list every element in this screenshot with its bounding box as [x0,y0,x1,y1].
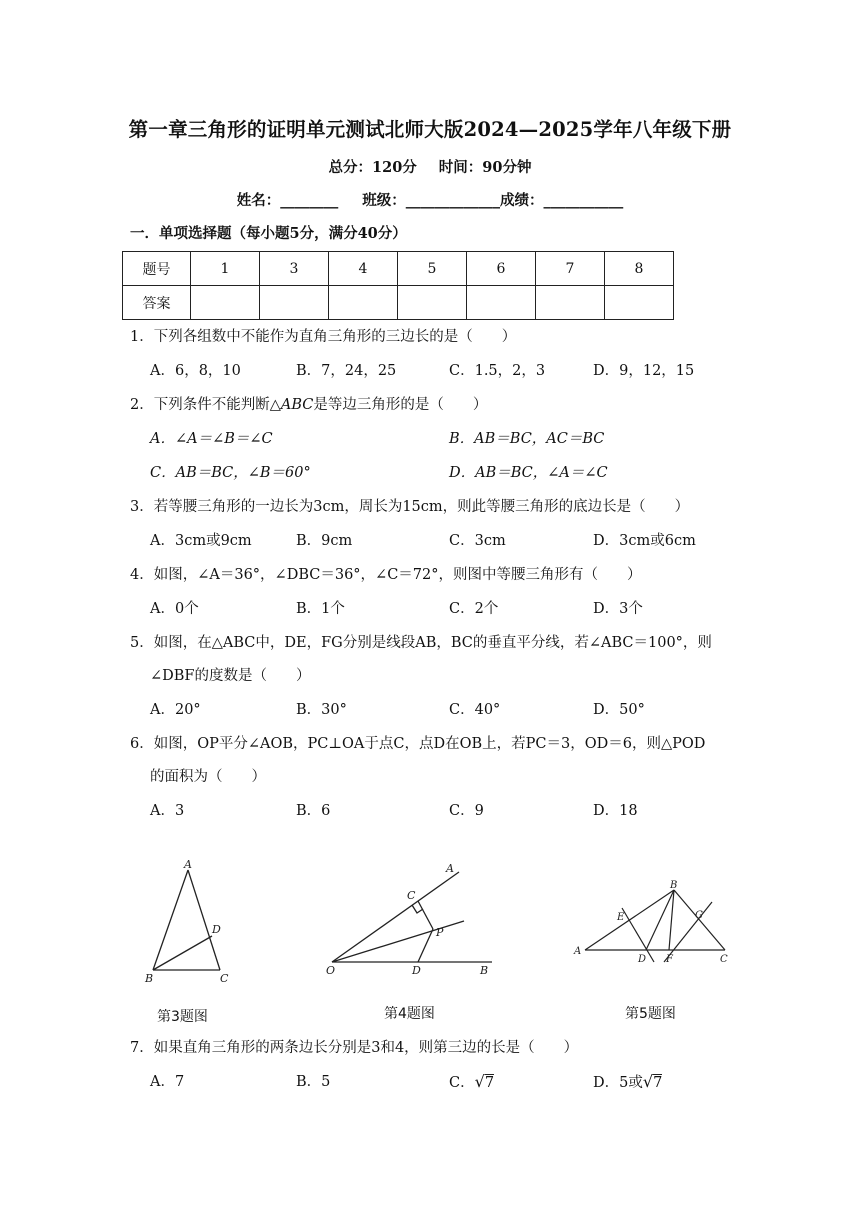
answer-cell[interactable] [398,286,467,320]
page-title: 第一章三角形的证明单元测试北师大版2024—2025学年八年级下册 [128,118,732,141]
class-field: 班级：_____________ [362,192,500,209]
question-number: 1 [191,252,260,286]
q7-stem: 7．如果直角三角形的两条边长分别是3和4，则第三边的长是（ ） [130,1040,579,1056]
q6-option-a: A．3 [150,803,185,819]
q3-option-d: D．3cm或6cm [593,533,696,549]
label-b: B [480,964,489,977]
figure-q4 [322,858,502,978]
section-heading: 一．单项选择题（每小题5分，满分40分） [130,225,407,242]
question-number: 6 [467,252,536,286]
q1-option-d: D．9，12，15 [593,363,695,379]
q4-option-b: B．1个 [296,601,345,617]
caption-q4: 第4题图 [384,1006,435,1022]
score-field: 成绩：___________ [500,192,624,209]
answer-cell[interactable] [329,286,398,320]
answer-cell[interactable] [191,286,260,320]
q5-stem-line2: ∠DBF的度数是（ ） [150,668,311,684]
question-number: 5 [398,252,467,286]
answer-table [122,251,674,320]
q6-option-d: D．18 [593,803,638,819]
label-d: D [212,923,221,936]
label-p: P [436,926,444,939]
answer-cell[interactable] [536,286,605,320]
label-c: C [407,889,416,902]
q5-option-b: B．30° [296,702,347,718]
answer-cell[interactable] [605,286,674,320]
answer-cell[interactable] [260,286,329,320]
answer-table-header-row [123,252,674,286]
q6-stem-line2: 的面积为（ ） [150,769,266,785]
q2-option-d: D．AB＝BC，∠A＝∠C [449,465,608,481]
q5-option-d: D．50° [593,702,645,718]
question-number: 4 [329,252,398,286]
q3-option-b: B．9cm [296,533,353,549]
q1-stem: 1．下列各组数中不能作为直角三角形的三边长的是（ ） [130,329,517,345]
q4-stem: 4．如图，∠A＝36°，∠DBC＝36°，∠C＝72°，则图中等腰三角形有（ ） [130,567,642,583]
q1-option-a: A．6，8，10 [150,363,241,379]
label-e: E [617,912,625,923]
figure-q3 [140,858,240,988]
angle-bisector-diagram [322,858,502,978]
q7-option-d: D．5或√7 [593,1072,663,1091]
caption-q3: 第3题图 [157,1009,208,1025]
q2-option-b: B．AB＝BC，AC＝BC [449,431,605,447]
total-score: 总分：120分 [328,159,417,176]
question-number: 3 [260,252,329,286]
label-d: D [638,954,647,965]
label-b: B [670,880,678,891]
figure-q5 [570,878,740,968]
label-a: A [184,858,192,871]
q7-option-b: B．5 [296,1074,331,1090]
q5-option-a: A．20° [150,702,201,718]
q1-option-c: C．1.5，2，3 [449,363,546,379]
answer-cell[interactable] [467,286,536,320]
q4-option-a: A．0个 [150,601,199,617]
triangle-abd-diagram [140,858,240,988]
question-number: 7 [536,252,605,286]
q6-option-b: B．6 [296,803,331,819]
answer-label: 答案 [123,286,191,320]
exam-meta [0,156,860,177]
question-number: 8 [605,252,674,286]
q5-stem-line1: 5．如图，在△ABC中，DE，FG分别是线段AB，BC的垂直平分线，若∠ABC＝100°，则 [130,635,712,651]
q2-option-c: C．AB＝BC，∠B＝60° [150,465,311,481]
q7-option-a: A．7 [150,1074,185,1090]
label-a: A [574,946,582,957]
radicand: 7 [484,1075,495,1091]
label-f: F [666,954,673,965]
label-a: A [446,862,454,875]
q2-stem: 2．下列条件不能判断△ABC是等边三角形的是（ ） [130,397,488,413]
label-g: G [695,910,703,921]
label-b: B [145,972,154,985]
q2-option-a: A．∠A＝∠B＝∠C [150,431,273,447]
label-o: O [326,964,336,977]
header-label: 题号 [123,252,191,286]
q4-option-c: C．2个 [449,601,499,617]
label-c: C [720,954,728,965]
label-d: D [412,964,421,977]
q1-option-b: B．7，24，25 [296,363,397,379]
q3-option-c: C．3cm [449,533,506,549]
perpendicular-bisector-diagram [570,878,740,968]
caption-q5: 第5题图 [625,1006,676,1022]
name-field: 姓名：________ [236,192,339,209]
student-info [0,189,860,210]
q6-stem-line1: 6．如图，OP平分∠AOB，PC⊥OA于点C，点D在OB上，若PC＝3，OD＝6，则△POD [130,736,706,752]
q3-option-a: A．3cm或9cm [150,533,252,549]
radicand: 7 [653,1075,663,1091]
time-limit: 时间：90分钟 [438,159,532,176]
q3-stem: 3．若等腰三角形的一边长为3cm，周长为15cm，则此等腰三角形的底边长是（ ） [130,499,690,515]
q5-option-c: C．40° [449,702,501,718]
answer-table-answer-row [123,286,674,320]
q4-option-d: D．3个 [593,601,643,617]
q7-option-c: C．√7 [449,1072,495,1091]
label-c: C [220,972,229,985]
q6-option-c: C．9 [449,803,484,819]
